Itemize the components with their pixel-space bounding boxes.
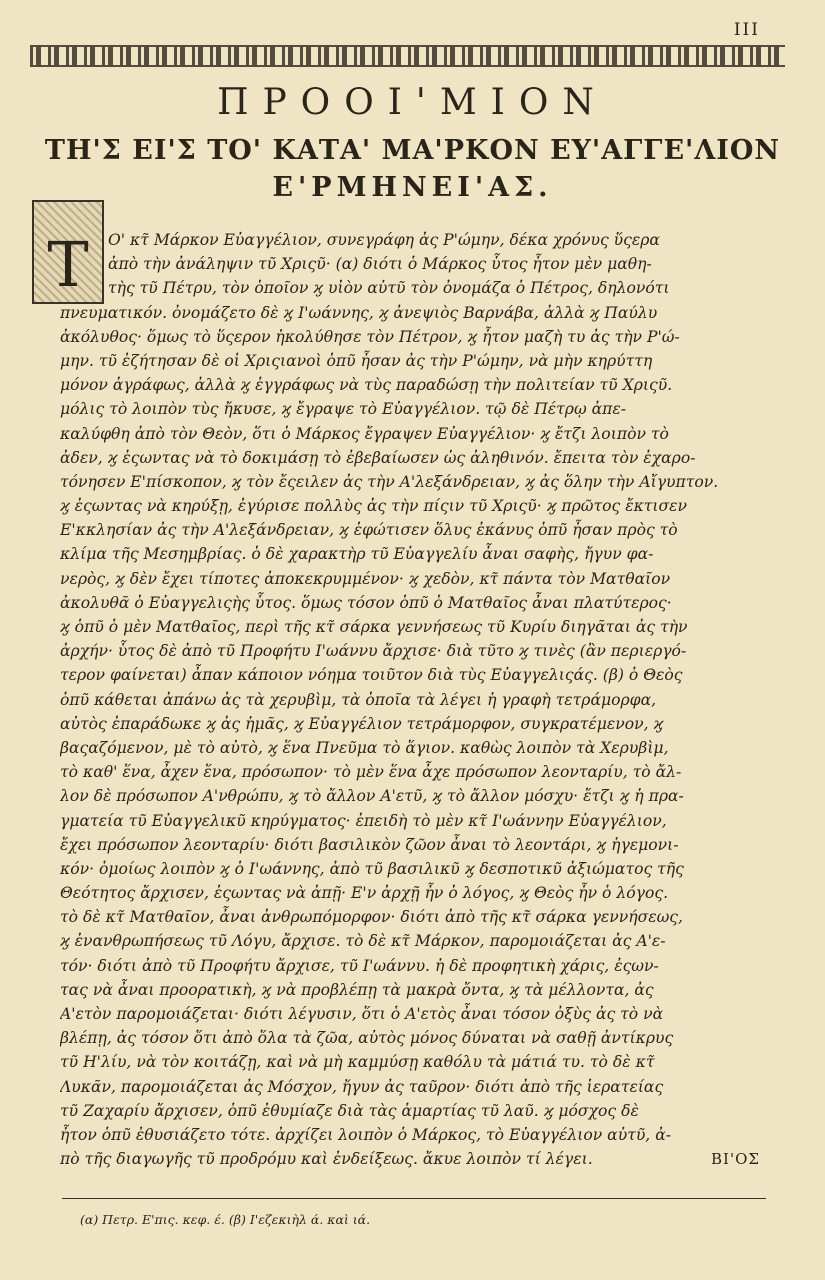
text-line: Ε'κκλησίαν ἀς τὴν Α'λεξάνδρειαν, ϗ ἐφώτισεν ὅλυς ἐκάνυς ὁπῦ ἦσαν πρὸς τὸ — [60, 521, 678, 540]
body-text — [60, 228, 768, 1171]
text-line: ἀκόλυθος· ὅμως τὸ ὕςερον ἠκολύθησε τὸν Πέτρον, ϗ ἦτον μαζὴ τυ ἀς τὴν Ρ'ώ- — [60, 327, 680, 346]
text-line: μόνον ἀγράφως, ἀλλὰ ϗ ἐγγράφως νὰ τὺς παραδώσῃ τὴν πολιτείαν τῦ Χριςῦ. — [60, 376, 673, 395]
text-line: τας νὰ ἆναι προορατικὴ, ϗ νὰ προβλέπῃ τὰ μακρὰ ὄντα, ϗ τὰ μέλλοντα, ἀς — [60, 980, 654, 999]
text-line: τόνησεν Ε'πίσκοπον, ϗ τὸν ἔςειλεν ἀς τὴν Α'λεξάνδρειαν, ϗ ἀς ὅλην τὴν Αἴγυπτον. — [60, 472, 719, 491]
page-number: III — [733, 20, 760, 40]
footnote-rule — [62, 1198, 766, 1199]
text-line: τερον φαίνεται) ἆπαν κάποιον νόημα τοιῦτον διὰ τὺς Εὐαγγελιςάς. (β) ὁ Θεὸς — [60, 666, 683, 685]
text-line: πὸ τῆς διαγωγῆς τῦ προδρόμυ καὶ ἐνδείξεως. ἄκυε λοιπὸν τί λέγει. — [60, 1150, 593, 1169]
ornamental-border — [30, 45, 785, 67]
text-line: αὐτὸς ἐπαράδωκε ϗ ἀς ἡμᾶς, ϗ Εὐαγγέλιον τετράμορφον, συγκρατέμενον, ϗ — [60, 714, 664, 733]
text-line: ϗ ἐςωντας νὰ κηρύξῃ, ἐγύρισε πολλὺς ἀς τὴν πίςιν τῦ Χριςῦ· ϗ πρῶτος ἔκτισεν — [60, 497, 688, 516]
text-line: ἀπὸ τὴν ἀνάληψιν τῦ Χριςῦ· (α) διότι ὁ Μάρκος ὗτος ἦτον μὲν μαθη- — [108, 255, 652, 274]
text-line: Ο' κτ̃ Μάρκον Εὐαγγέλιον, συνεγράφη ἀς Ρ'ώμην, δέκα χρόνυς ὕςερα — [108, 231, 660, 249]
text-line: γματεία τῦ Εὐαγγελικῦ κηρύγματος· ἐπειδὴ τὸ μὲν κτ̃ Ι'ωάννην Εὐαγγέλιον, — [60, 811, 667, 830]
text-line: κόν· ὁμοίως λοιπὸν ϗ ὁ Ι'ωάννης, ἀπὸ τῦ βασιλικῦ ϗ δεσποτικῦ ἀξιώματος τῆς — [60, 859, 684, 878]
text-line: βαςαζόμενον, μὲ τὸ αὐτὸ, ϗ ἕνα Πνεῦμα τὸ ἅγιον. καθὼς λοιπὸν τὰ Χερυβὶμ, — [60, 738, 669, 757]
text-line: πνευματικόν. ὀνομάζετο δὲ ϗ Ι'ωάννης, ϗ ἀνεψιὸς Βαρνάβα, ἀλλὰ ϗ Παύλυ — [60, 303, 658, 322]
text-line: τόν· διότι ἀπὸ τῦ Προφήτυ ἄρχισε, τῦ Ι'ωάννυ. ἡ δὲ προφητικὴ χάρις, ἐςων- — [60, 956, 659, 975]
text-line: ἦτον ὁπῦ ἐθυσιάζετο τότε. ἀρχίζει λοιπὸν ὁ Μάρκος, τὸ Εὐαγγέλιον αὐτῦ, ἀ- — [60, 1125, 672, 1144]
text-line: τῦ Ζαχαρίυ ἄρχισεν, ὁπῦ ἐθυμίαζε διὰ τὰς ἁμαρτίας τῦ λαῦ. ϗ μόσχος δὲ — [60, 1101, 639, 1120]
text-line: Λυκᾶν, παρομοιάζεται ἀς Μόσχον, ἤγυν ἀς ταῦρον· διότι ἀπὸ τῆς ἱερατείας — [60, 1077, 664, 1096]
text-line: ϗ ὁπῦ ὁ μὲν Ματθαῖος, περὶ τῆς κτ̃ σάρκα γεννήσεως τῦ Κυρίυ διηγᾶται ἀς τὴν — [60, 618, 688, 636]
text-line: Θεότητος ἄρχισεν, ἐςωντας νὰ ἀπῇ· Ε'ν ἀρχῇ ἦν ὁ λόγος, ϗ Θεὸς ἦν ὁ λόγος. — [60, 884, 669, 903]
text-line: νερὸς, ϗ δὲν ἔχει τίποτες ἀποκεκρυμμένον· ϗ χεδὸν, κτ̃ πάντα τὸν Ματθαῖον — [60, 569, 671, 588]
page-title: ΠΡΟΟΙ'ΜΙΟΝ — [217, 82, 608, 123]
text-line: ϗ ἐνανθρωπήσεως τῦ Λόγυ, ἄρχισε. τὸ δὲ κτ̃ Μάρκον, παρομοιάζεται ἀς Α'ε- — [60, 932, 666, 951]
text-line: ἀκολυθᾶ ὁ Εὐαγγελιςὴς ὗτος. ὅμως τόσον ὁπῦ ὁ Ματθαῖος ἆναι πλατύτερος· — [60, 593, 672, 612]
text-line: τὴς τῦ Πέτρυ, τὸν ὁποῖον ϗ υἱὸν αὐτῦ τὸν ὀνομάζα ὁ Πέτρος, δηλονότι — [108, 279, 670, 298]
text-line: καλύφθη ἀπὸ τὸν Θεὸν, ὅτι ὁ Μάρκος ἔγραψεν Εὐαγγέλιον· ϗ ἔτζι λοιπὸν τὸ — [60, 424, 669, 443]
text-line: τὸ καθ' ἕνα, ἆχεν ἕνα, πρόσωπον· τὸ μὲν ἕνα ἆχε πρόσωπον λεονταρίυ, τὸ ἄλ- — [60, 763, 682, 782]
drop-cap-letter: Τ — [47, 228, 89, 301]
text-line: τὸ δὲ κτ̃ Ματθαῖον, ἆναι ἀνθρωπόμορφον· διότι ἀπὸ τῆς κτ̃ σάρκα γεννήσεως, — [60, 908, 683, 927]
text-line: μην. τῦ ἐζήτησαν δὲ οἱ Χριςιανοὶ ὁπῦ ἦσαν ἀς τὴν Ρ'ώμην, νὰ μὴν κηρύττη — [60, 351, 653, 370]
text-line: ἀρχήν· ὗτος δὲ ἀπὸ τῦ Προφήτυ Ι'ωάννυ ἄρχισε· διὰ τῦτο ϗ τινὲς (ἂν περιεργό- — [60, 642, 687, 661]
footnote: (α) Πετρ. Ε'πις. κεφ. έ. (β) Ι'εζεκιὴλ ά. καὶ ιά. — [80, 1212, 371, 1227]
text-line: ἔχει πρόσωπον λεονταρίυ· διότι βασιλικὸν ζῶον ἆναι τὸ λεοντάρι, ϗ ἡγεμονι- — [60, 835, 679, 854]
page-subtitle-2: Ε'ΡΜΗΝΕΙ'ΑΣ. — [272, 172, 553, 203]
text-line: ἀδεν, ϗ ἐςωντας νὰ τὸ δοκιμάσῃ τὸ ἐβεβαίωσεν ὡς ἀληθινόν. ἔπειτα τὸν ἐχαρο- — [60, 448, 696, 467]
text-line: Α'ετὸν παρομοιάζεται· διότι λέγυσιν, ὅτι ὁ Α'ετὸς ἆναι τόσον ὀξὺς ἀς τὸ νὰ — [60, 1005, 664, 1023]
page-subtitle: ΤΗ'Σ ΕΙ'Σ ΤΟ' ΚΑΤΑ' ΜΑ'ΡΚΟΝ ΕΥ'ΑΓΓΕ'ΛΙΟΝ — [44, 135, 781, 166]
text-line: κλίμα τῆς Μεσημβρίας. ὁ δὲ χαρακτὴρ τῦ Εὐαγγελίυ ἆναι σαφὴς, ἤγυν φα- — [60, 545, 654, 564]
text-line: τῦ Η'λίυ, νὰ τὸν κοιτάζῃ, καὶ νὰ μὴ καμμύσῃ καθόλυ τὰ μάτιά τυ. τὸ δὲ κτ̃ — [60, 1053, 655, 1072]
text-line: λον δὲ πρόσωπον Α'νθρώπυ, ϗ τὸ ἄλλον Α'ετῦ, ϗ τὸ ἄλλον μόσχυ· ἔτζι ϗ ἡ πρα- — [60, 787, 684, 806]
text-line: μόλις τὸ λοιπὸν τὺς ἤκυσε, ϗ ἔγραψε τὸ Εὐαγγέλιον. τῷ δὲ Πέτρῳ ἀπε- — [60, 400, 627, 419]
text-line: βλέπῃ, ἀς τόσον ὅτι ἀπὸ ὅλα τὰ ζῶα, αὐτὸς μόνος δύναται νὰ σαθῇ ἀντίκρυς — [60, 1029, 674, 1048]
catchword: ΒΙ'ΟΣ — [711, 1150, 760, 1168]
text-line: ὁπῦ κάθεται ἀπάνω ἀς τὰ χερυβὶμ, τὰ ὁποῖα τὰ λέγει ἡ γραφὴ τετράμορφα, — [60, 690, 657, 709]
